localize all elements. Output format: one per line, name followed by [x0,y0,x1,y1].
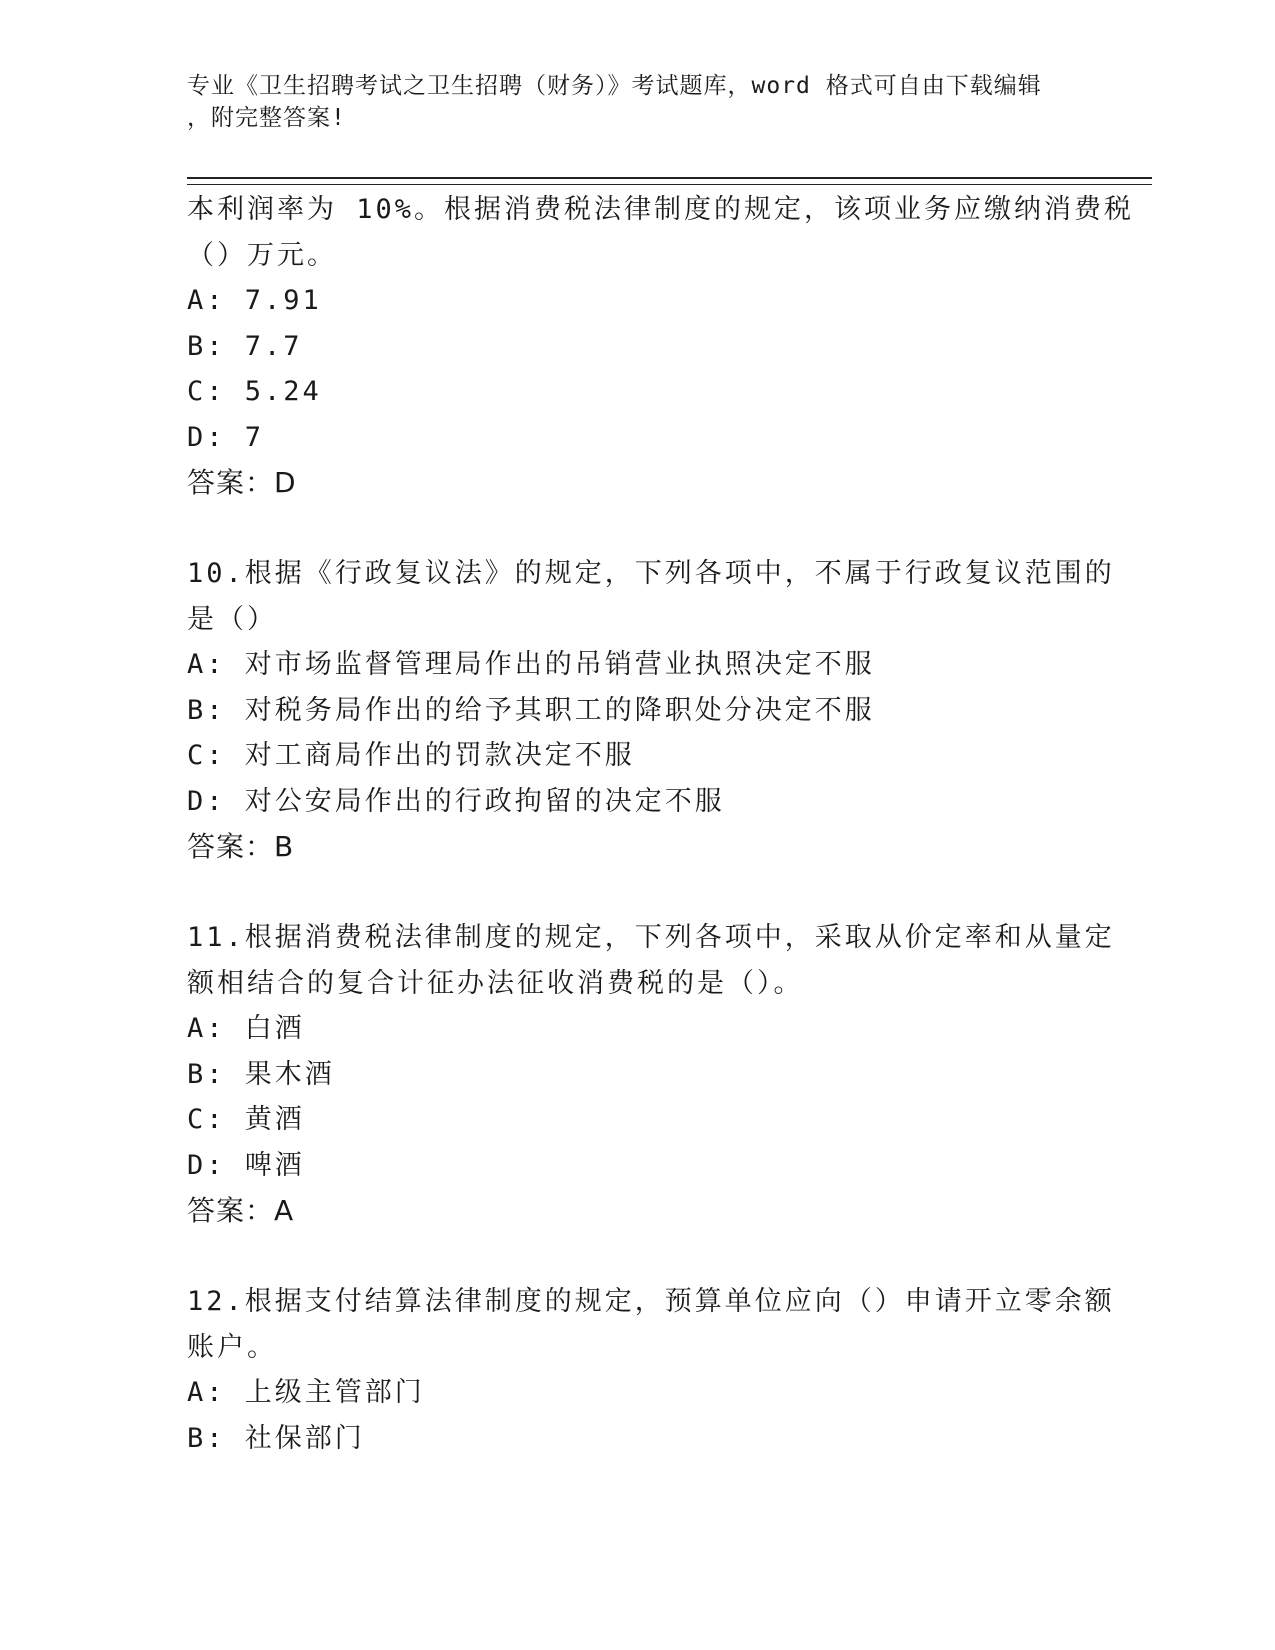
option-text: 对市场监督管理局作出的吊销营业执照决定不服 [244,649,875,680]
question-text: 10.根据《行政复议法》的规定，下列各项中，不属于行政复议范围的 [187,558,1115,589]
document-header [187,70,1067,134]
option-a [187,1370,1087,1416]
header-rule-thin [187,184,1152,185]
option-label: C: [187,376,226,407]
spacer [187,1234,1087,1280]
option-label: B: [187,694,226,726]
spacer [187,870,1087,916]
option-text: 7.91 [244,285,322,316]
option-d [187,779,1087,825]
question-text: 是（） [187,603,277,635]
question-text: 账户。 [187,1331,277,1363]
option-text: 5.24 [244,376,322,407]
option-b [187,324,1087,370]
spacer [187,506,1087,552]
option-text: 社保部门 [244,1422,365,1454]
option-text: 7.7 [244,330,303,362]
option-label: D: [187,421,226,453]
option-d [187,415,1087,461]
option-c [187,733,1087,779]
option-a [187,642,1087,688]
answer: 答案：A [187,1194,295,1227]
question-content [187,187,1135,1461]
option-label: B: [187,1422,226,1454]
header-line-1: 专业《卫生招聘考试之卫生招聘（财务）》考试题库，word 格式可自由下载编辑 [187,73,1042,99]
option-b [187,688,1087,734]
question-text: 本利润率为 10%。根据消费税法律制度的规定，该项业务应缴纳消费税 [187,194,1135,225]
option-label: C: [187,740,226,771]
option-a [187,1006,1087,1052]
option-label: A: [187,1013,226,1044]
question-11 [187,915,1115,1234]
option-text: 对公安局作出的行政拘留的决定不服 [244,785,725,817]
option-d [187,1143,1087,1189]
question-12 [187,1279,1115,1461]
option-text: 对税务局作出的给予其职工的降职处分决定不服 [244,694,875,726]
option-a [187,278,1087,324]
header-rule-thick [187,177,1152,179]
option-label: D: [187,785,226,817]
question-10 [187,551,1115,870]
option-b [187,1052,1087,1098]
option-text: 黄酒 [244,1104,305,1135]
question-text: 11.根据消费税法律制度的规定，下列各项中，采取从价定率和从量定 [187,922,1115,953]
option-label: B: [187,1058,226,1090]
question-text: 额相结合的复合计征办法征收消费税的是（）。 [187,967,804,999]
option-label: A: [187,285,226,316]
option-text: 啤酒 [244,1149,305,1181]
header-line-2: ，附完整答案! [187,105,346,131]
option-label: B: [187,330,226,362]
question-text: 12.根据支付结算法律制度的规定，预算单位应向（）申请开立零余额 [187,1286,1115,1317]
question-9 [187,187,1135,506]
option-label: C: [187,1104,226,1135]
option-label: A: [187,649,226,680]
question-text: （）万元。 [187,239,337,271]
option-text: 白酒 [244,1013,305,1044]
answer: 答案：D [187,466,297,499]
option-c [187,369,1087,415]
option-text: 上级主管部门 [244,1377,425,1408]
option-label: A: [187,1377,226,1408]
option-label: D: [187,1149,226,1181]
option-b [187,1416,1087,1462]
option-text: 果木酒 [244,1058,335,1090]
option-text: 对工商局作出的罚款决定不服 [244,740,635,771]
answer: 答案：B [187,830,295,863]
option-text: 7 [244,421,265,453]
option-c [187,1097,1087,1143]
